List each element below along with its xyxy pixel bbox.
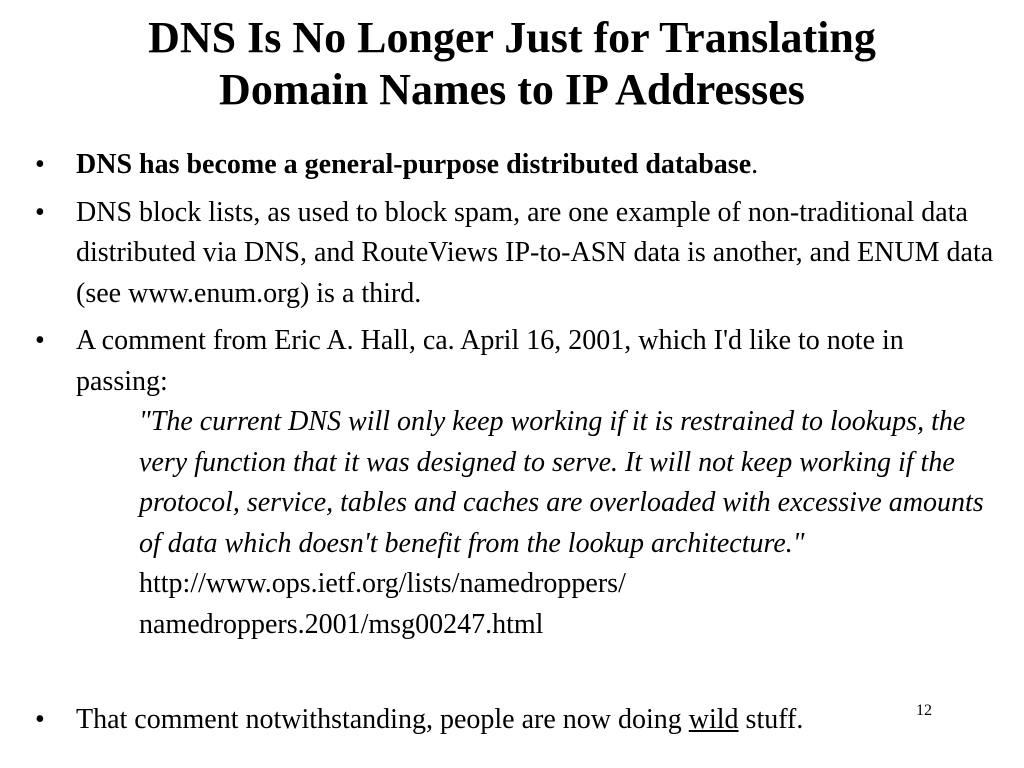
- source-url-line-1: http://www.ops.ietf.org/lists/namedroppers/: [139, 568, 626, 599]
- bullet-item-2: [0, 193, 1024, 315]
- slide-number: 12: [916, 702, 932, 719]
- bullet-item-3: [0, 321, 1024, 645]
- title-line-1: DNS Is No Longer Just for Translating: [148, 13, 876, 62]
- bullet-item-4: [0, 700, 1024, 748]
- bullet-item-1: [0, 145, 1024, 186]
- bullet-3-intro: A comment from Eric A. Hall, ca. April 16, 2001, which I'd like to note in passing:: [76, 325, 904, 397]
- bullet-4-after: stuff.: [738, 704, 804, 735]
- quote-block: [76, 402, 994, 645]
- source-url-line-2: namedroppers.2001/msg00247.html: [139, 608, 544, 640]
- bullet-1-trailing: .: [751, 149, 759, 180]
- bullet-marker: •: [35, 325, 45, 356]
- bullet-4-before: That comment notwithstanding, people are now doing: [76, 704, 689, 735]
- quote-text: "The current DNS will only keep working if it is restrained to lookups, the very function that it was designed to serve. It will not keep working if the protocol, service, tables and caches are overloaded with excessive amounts of data which doesn't benefit from the lookup architecture.": [139, 406, 984, 559]
- title-line-2: Domain Names to IP Addresses: [219, 65, 805, 114]
- slide-title: [40, 12, 984, 116]
- bullet-4-body: [0, 700, 1024, 741]
- bullet-2-text: DNS block lists, as used to block spam, are one example of non-traditional data distributed via DNS, and RouteViews IP-to-ASN data is another, and ENUM data (see www.enum.org) is a third.: [76, 196, 994, 309]
- bullet-4-underlined-word: wild: [688, 704, 739, 735]
- bullet-marker: •: [35, 196, 45, 228]
- bullet-list: [0, 145, 1024, 652]
- bullet-marker: •: [35, 149, 45, 180]
- bullet-marker: •: [35, 704, 45, 735]
- bullet-1-bold-text: DNS has become a general-purpose distributed database: [76, 149, 752, 180]
